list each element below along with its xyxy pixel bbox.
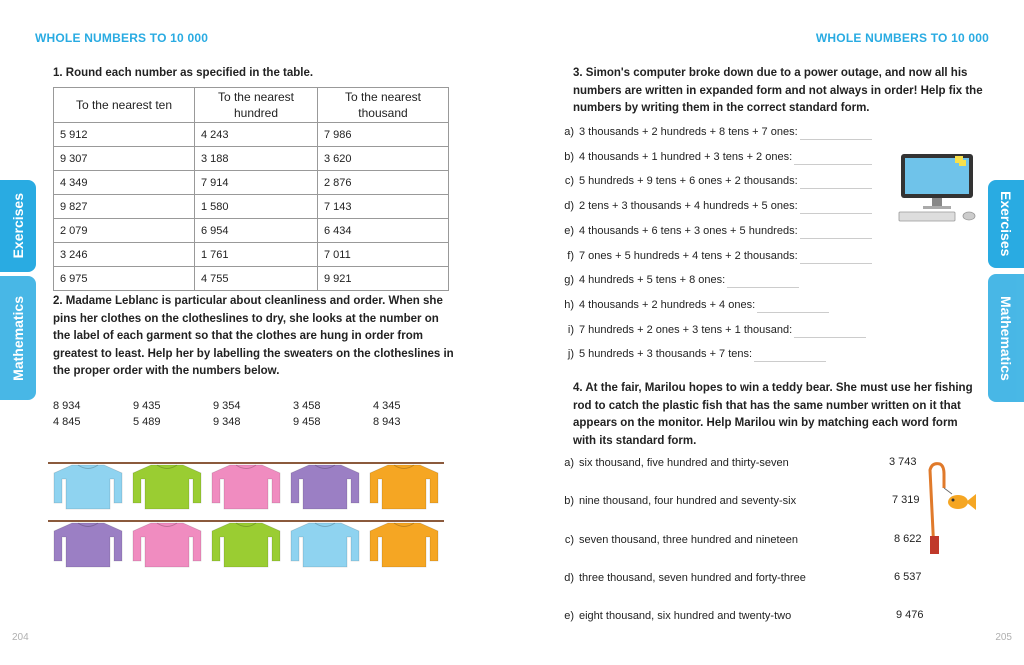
- answer-cell[interactable]: [239, 171, 317, 195]
- table-cell-number: 9 307: [54, 147, 98, 171]
- sweater-icon[interactable]: [54, 523, 122, 567]
- answer-line[interactable]: [800, 177, 872, 189]
- table-cell-number: 7 986: [318, 123, 363, 147]
- sweater-icon[interactable]: [370, 465, 438, 509]
- number-item: 9 458: [293, 416, 321, 428]
- answer-line[interactable]: [794, 326, 866, 338]
- item-label: e): [564, 610, 574, 623]
- item-label: a): [564, 457, 574, 469]
- answer-line[interactable]: [754, 350, 826, 362]
- tab-exercises[interactable]: [0, 180, 36, 272]
- question-1-text: 1. Round each number as specified in the table.: [53, 67, 314, 79]
- answer-cell[interactable]: [98, 147, 195, 171]
- table-row: [54, 171, 449, 195]
- item-text: 7 hundreds + 2 ones + 3 tens + 1 thousand:: [579, 323, 793, 336]
- item-text: 7 ones + 5 hundreds + 4 tens + 2 thousands:: [579, 249, 798, 262]
- answer-line[interactable]: [800, 227, 872, 239]
- number-row-1: [53, 400, 453, 416]
- item-label: a): [564, 126, 574, 138]
- number-item: 8 934: [53, 400, 81, 412]
- item-text: 4 thousands + 2 hundreds + 4 ones:: [579, 298, 756, 311]
- expanded-form-item: [556, 198, 872, 214]
- table-cell-number: 4 349: [54, 171, 98, 195]
- item-text: 5 hundreds + 3 thousands + 7 tens:: [579, 348, 753, 361]
- item-label: c): [564, 533, 574, 546]
- header-nearest-thousand: To the nearest thousand: [318, 88, 449, 123]
- header-nearest-hundred: To the nearest hundred: [195, 88, 318, 123]
- answer-line[interactable]: [794, 153, 872, 165]
- answer-cell[interactable]: [362, 243, 448, 267]
- item-text: nine thousand, four hundred and seventy-six: [579, 495, 797, 508]
- answer-cell[interactable]: [98, 243, 195, 267]
- item-text: 5 hundreds + 9 tens + 6 ones + 2 thousands:: [579, 175, 798, 188]
- item-text: 4 thousands + 1 hundred + 3 tens + 2 ones:: [579, 150, 793, 163]
- answer-cell[interactable]: [239, 267, 317, 291]
- sweater-icon[interactable]: [212, 523, 280, 567]
- question-2-text: 2. Madame Leblanc is particular about cleanliness and order. When she pins her clothes on the clotheslines to dry, she looks at the number on the label of each garment so that the clothes are hung in order from greatest to least. Help her by labelling the sweaters on the clotheslines in the proper order with the numbers below.: [53, 295, 454, 377]
- tab-mathematics-label: Mathematics: [998, 295, 1014, 381]
- question-4-text: 4. At the fair, Marilou hopes to win a teddy bear. She must use her fishing rod to catch the plastic fish that has the same number written on it that appears on the monitor. Help Marilou win by matching each word form with its standard form.: [573, 382, 973, 447]
- expanded-form-item: [556, 124, 872, 140]
- number-item: 9 354: [213, 400, 241, 412]
- table-cell-number: 6 954: [195, 219, 240, 243]
- answer-line[interactable]: [800, 202, 872, 214]
- item-label: e): [564, 224, 574, 237]
- number-item: 3 458: [293, 400, 321, 412]
- tab-exercises-label: Exercises: [10, 193, 26, 259]
- table-cell-number: 7 914: [195, 171, 240, 195]
- page-number: 205: [995, 632, 1012, 643]
- rounding-table: [53, 87, 449, 291]
- table-cell-number: 1 580: [195, 195, 240, 219]
- answer-cell[interactable]: [98, 171, 195, 195]
- answer-cell[interactable]: [239, 195, 317, 219]
- expanded-form-item: [556, 272, 799, 288]
- number-item: 9 435: [133, 400, 161, 412]
- sweater-icon[interactable]: [370, 523, 438, 567]
- item-text: 4 hundreds + 5 tens + 8 ones:: [579, 274, 726, 287]
- tab-mathematics[interactable]: [988, 274, 1024, 402]
- word-form-item[interactable]: [556, 532, 798, 548]
- item-label: h): [564, 298, 574, 311]
- sweater-icon[interactable]: [291, 523, 359, 567]
- answer-cell[interactable]: [98, 267, 195, 291]
- page-number: 204: [12, 632, 29, 643]
- answer-line[interactable]: [727, 276, 799, 288]
- tab-mathematics-label: Mathematics: [10, 295, 26, 381]
- table-cell-number: 3 620: [318, 147, 363, 171]
- table-cell-number: 3 246: [54, 243, 98, 267]
- word-form-item[interactable]: [556, 570, 806, 586]
- item-label: b): [564, 495, 574, 508]
- sweater-icon[interactable]: [54, 465, 122, 509]
- answer-line[interactable]: [800, 252, 872, 264]
- item-label: d): [564, 571, 574, 584]
- table-row: [54, 219, 449, 243]
- expanded-form-item: [556, 223, 872, 239]
- answer-cell[interactable]: [239, 147, 317, 171]
- answer-cell[interactable]: [362, 171, 448, 195]
- item-text: 4 thousands + 6 tens + 3 ones + 5 hundreds:: [579, 224, 798, 237]
- expanded-form-item: [556, 248, 872, 264]
- sweater-number-list: [53, 400, 453, 432]
- item-label: g): [564, 274, 574, 287]
- answer-cell[interactable]: [98, 195, 195, 219]
- answer-cell[interactable]: [362, 219, 448, 243]
- item-text: three thousand, seven hundred and forty-three: [579, 571, 806, 584]
- item-label: j): [567, 348, 574, 361]
- answer-cell[interactable]: [362, 267, 448, 291]
- word-form-item[interactable]: [556, 493, 796, 509]
- expanded-form-item: [556, 297, 829, 313]
- answer-cell[interactable]: [362, 195, 448, 219]
- tab-exercises[interactable]: [988, 180, 1024, 268]
- table-cell-number: 9 921: [318, 267, 363, 291]
- fish-number[interactable]: 8 622: [894, 532, 922, 545]
- table-cell-number: 5 912: [54, 123, 98, 147]
- table-cell-number: 1 761: [195, 243, 240, 267]
- header-nearest-ten: To the nearest ten: [54, 88, 195, 123]
- answer-cell[interactable]: [239, 243, 317, 267]
- answer-line[interactable]: [757, 301, 829, 313]
- fish-number[interactable]: 9 476: [896, 609, 924, 622]
- table-cell-number: 7 143: [318, 195, 363, 219]
- chapter-title: WHOLE NUMBERS TO 10 000: [815, 31, 989, 45]
- number-item: 9 348: [213, 416, 241, 428]
- expanded-form-item: [556, 149, 872, 165]
- table-cell-number: 9 827: [54, 195, 98, 219]
- item-text: six thousand, five hundred and thirty-seven: [579, 457, 789, 469]
- clotheslines-illustration: [40, 455, 460, 575]
- item-text: 3 thousands + 2 hundreds + 8 tens + 7 ones:: [579, 126, 798, 138]
- table-row: [54, 123, 449, 147]
- table-cell-number: 2 876: [318, 171, 363, 195]
- sweater-icon[interactable]: [212, 465, 280, 509]
- table-row: [54, 243, 449, 267]
- fish-number[interactable]: 6 537: [894, 570, 922, 583]
- item-label: f): [567, 249, 574, 262]
- tab-exercises-label: Exercises: [998, 191, 1014, 257]
- table-row: [54, 267, 449, 291]
- answer-line[interactable]: [800, 128, 872, 140]
- number-item: 4 845: [53, 416, 81, 428]
- table-cell-number: 3 188: [195, 147, 240, 171]
- answer-cell[interactable]: [362, 123, 448, 147]
- item-label: d): [564, 200, 574, 213]
- number-item: 4 345: [373, 400, 401, 412]
- table-cell-number: 6 434: [318, 219, 363, 243]
- table-cell-number: 2 079: [54, 219, 98, 243]
- sweater-icon[interactable]: [133, 523, 201, 567]
- right-page: [512, 0, 1024, 665]
- computer-icon: [897, 152, 987, 224]
- expanded-form-item: [556, 322, 866, 338]
- table-row: [54, 147, 449, 171]
- number-row-2: [53, 416, 453, 432]
- expanded-form-item: [556, 173, 872, 189]
- answer-cell[interactable]: [362, 147, 448, 171]
- word-form-item[interactable]: [556, 455, 789, 471]
- expanded-form-item: [556, 346, 826, 362]
- table-cell-number: 7 011: [318, 243, 363, 267]
- item-label: c): [564, 175, 574, 188]
- tab-mathematics[interactable]: [0, 276, 36, 400]
- answer-cell[interactable]: [98, 219, 195, 243]
- table-row: [54, 195, 449, 219]
- table-cell-number: 4 243: [195, 123, 240, 147]
- fish-number[interactable]: 3 743: [889, 456, 917, 468]
- answer-cell[interactable]: [239, 219, 317, 243]
- number-item: 5 489: [133, 416, 161, 428]
- question-3-text: 3. Simon's computer broke down due to a power outage, and now all his numbers are written in expanded form and not always in order! Help fix the numbers by writing them in the correct standard form.: [573, 67, 983, 114]
- item-label: i): [567, 323, 574, 336]
- number-item: 8 943: [373, 416, 401, 428]
- answer-cell[interactable]: [239, 123, 317, 147]
- fishing-rod-icon: [922, 460, 982, 560]
- table-cell-number: 4 755: [195, 267, 240, 291]
- table-cell-number: 6 975: [54, 267, 98, 291]
- item-text: seven thousand, three hundred and nineteen: [579, 533, 798, 546]
- item-text: 2 tens + 3 thousands + 4 hundreds + 5 ones:: [579, 200, 798, 213]
- word-form-item[interactable]: [556, 608, 791, 624]
- sweater-icon[interactable]: [291, 465, 359, 509]
- chapter-title: WHOLE NUMBERS TO 10 000: [35, 31, 209, 45]
- fish-number[interactable]: 7 319: [892, 494, 920, 507]
- item-text: eight thousand, six hundred and twenty-two: [579, 610, 792, 623]
- answer-cell[interactable]: [98, 123, 195, 147]
- sweater-icon[interactable]: [133, 465, 201, 509]
- item-label: b): [564, 150, 574, 163]
